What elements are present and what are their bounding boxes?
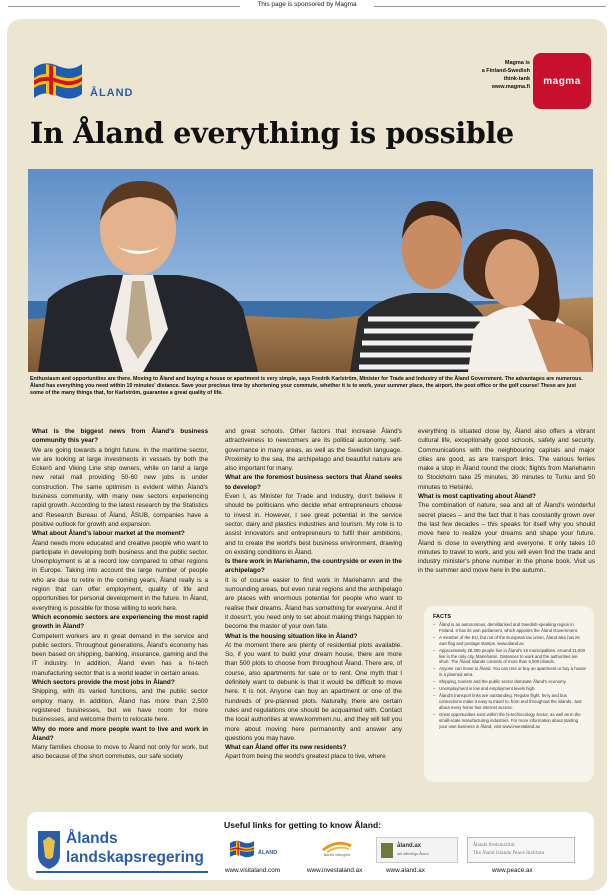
aland-flag-icon [229,839,255,859]
photo-caption: Enthusiasm and opportunities are there. Moving to Åland and buying a house or apartment is very simple, says Fredrik Karlström, Minister for Trade and Industry of the Åland Government. The advantages are numerous. Åland has everything you need within 10 minutes' distance. Save your precious time by shortening your commute, whether it is to work, your summer place, the airport, the post office or the golf course! These are just some of the many things that, for Karlström, guarantee a great quality of life. [30,376,583,397]
magma-blurb-line: a Finland-Swedish [481,68,530,74]
wordmark-line: Ålands [66,830,118,847]
peace-institute-logo[interactable] [467,837,575,863]
interview-answer: Even I, as Minister for Trade and Industry, don't believe it should be politicians who decide what entrepreneurs choose to invest in. However, I see great potential in the service sector, dairy and plastics industries and tourism. My role is to assist innovators and entrepreneurs to fulfil their ambitions, and to create the world's best business environment, drawing on existing conditions in Åland. [225,493,402,556]
facts-box [424,606,594,782]
aland-ax-logo[interactable] [376,837,458,863]
article-column-1 [32,427,208,762]
interview-answer: everything is situated close by, Åland also offers a vibrant cultural life, exceptionally good schools, safety and security. Communications with the neighbouring capitals and major cities are good, as are transport links. The various ferries make a stop in Åland round the clock; flights from Mariehamn to Stockholm take 25 minutes, 30 minutes to Turku and 50 minutes to Helsinki. [418,428,595,491]
interview-question: Why do more and more people want to live and work in Åland? [32,725,208,742]
naringsliv-text: ålands näringsliv [323,853,351,857]
peace-institute-name-sv: Ålands fredsinstitut [473,842,515,847]
magma-logo: magma [533,53,591,109]
interview-answer: Many families choose to move to Åland not only for work, but also because of the short commutes, our safe society [32,744,208,761]
fact-item: – Shipping, tourism and the public sector dominate Åland's economy. [433,679,586,685]
interview-answer: Shipping, with its varied functions, and the public sector employ many. In addition, Åland has more than 2,500 registered businesses, but we have room for more businesses, and welcome them to relocate here. [32,688,208,724]
link-aland-ax[interactable]: www.aland.ax [386,867,425,874]
interview-question: Which sectors provide the most jobs in Åland? [32,679,175,687]
facts-title: FACTS [433,614,452,620]
landskapsregering-logo[interactable] [36,829,208,873]
peace-institute-name-en: The Åland Islands Peace Institute [473,850,545,855]
divider [8,6,240,7]
interview-answer: It is of course easier to find work in Mariehamn and the surrounding areas, but even rural regions and the archipelago are places with enormous potential for people who want to realise their dreams. Åland has something for everyone. And if it doesn't, you need only to set about making things happen to become the master of your own fate. [225,576,402,631]
aland-ax-name: åland.ax [397,843,422,849]
fact-item: – Åland is an autonomous, demilitarised and Swedish-speaking region in Finland. It has its own parliament, which appoints the Åland Government. [433,622,586,634]
fact-item: – Great opportunities exist within the hi-tech/ecology sector, as well as in the small-scale manufacturing industries. For more information about starting your own business in Åland, visit www.investaland.ax [433,712,586,730]
aland-wordmark: ÅLAND [258,850,278,856]
interview-answer: The combination of nature, sea and all of Åland's wonderful secret places – and the fact that it has constantly grown over the last few decades – this speaks for itself why you should move here to realize your dreams and shape your future. Åland is close to everything and everyone. It only takes 10 minutes to travel to work, and you will even find the trade and industry minister's phone number in the phone book. Visit us in the summer and move here in the autumn. [418,502,595,575]
article-column-2 [225,427,402,762]
fact-item: – Unemployment is low and employment levels high. [433,686,586,692]
interview-question: Is there work in Mariehamn, the countryside or even in the archipelago? [225,558,402,575]
magma-blurb-line: think-tank [503,76,530,82]
divider [36,871,208,873]
wordmark-line: landskapsregering [66,849,204,866]
magma-url[interactable]: www.magma.fi [491,84,530,90]
interview-question: What is the biggest news from Åland's business community this year? [32,428,208,445]
interview-question: What can Åland offer its new residents? [225,744,347,752]
fact-item: – Åland's transport links are outstanding. Regular flight, ferry and bus connections make it easy to travel to, from and throughout the islands. Just about every home has internet access. [433,693,586,711]
landskapsregering-wordmark [66,829,204,867]
article-column-3 [418,427,595,576]
sponsor-strip [0,0,614,14]
link-investaland[interactable]: www.investaland.ax [307,867,363,874]
facts-list [433,622,586,729]
investaland-logo[interactable] [313,837,361,863]
interview-answer: and great schools. Other factors that increase Åland's attractiveness to newcomers are its political autonomy, self-governance in many areas, as well as the Swedish language. Proximity to the sea, the archipelago and beautiful nature are also important for many. [225,428,402,473]
aland-ax-tagline: det offentliga Åland [397,852,429,856]
interview-question: What is the housing situation like in Åland? [225,632,358,640]
interview-question: What are the foremost business sectors that Åland seeks to develop? [225,474,402,491]
useful-links-title: Useful links for getting to know Åland: [224,820,382,830]
interview-question: What is most captivating about Åland? [418,493,536,501]
naringsliv-swoosh-icon [313,837,361,853]
coat-of-arms-icon [36,829,62,871]
hero-photo [28,169,593,372]
interview-answer: At the moment there are plenty of residential plots available. So, if you want to build your dream house, there are more than 500 plots to choose from throughout Åland. There are, of course, also apartments for sale or to rent. One myth that I definitely want to debunk is that it would be difficult to move here. It is not. Anyone can buy an apartment or one of the hundreds of pre-planned plots. Naturally, there are certain rules and regulations one should be acquainted with. Contact the local authorities at www.kommem.nu, and they will tell you more about moving here permanently and answer any questions you may have. [225,641,402,742]
sponsor-note: This page is sponsored by Magma [257,1,357,8]
fact-item: – A member of the EU, but not of the European tax union, Åland also has its own flag and postage stamps. www.aland.ax [433,635,586,647]
link-visitaland[interactable]: www.visitaland.com [225,867,280,874]
aland-ax-emblem-icon [381,843,393,858]
visitaland-logo[interactable] [227,837,287,863]
divider [374,6,606,7]
fact-item: – Anyone can move to Åland. You can rent or buy an apartment or buy a house in a planned area. [433,666,586,678]
link-peace[interactable]: www.peace.ax [492,867,533,874]
aland-flag-logo [28,58,86,102]
interview-answer: We are going towards a bright future. In the maritime sector, we are looking at large investments in vessels by both the Eckerö and Viking Line ship owners, while on land a large new retail mall providing 50-60 new jobs is under construction. The same optimism is evident within Åland's business community, with many new sectors experiencing rapid growth. According to the latest research by the Statistics and Research Bureau of Åland, ÅSUB, companies have a positive outlook for growth and expansion. [32,446,208,528]
page-title: In Åland everything is possible [30,116,514,150]
magma-blurb-line: Magma is [504,60,530,66]
interview-answer: Apart from being the world's greatest place to live, where [225,753,386,761]
interview-answer: Competent workers are in great demand in the service and public sectors. Throughout generations, Åland's economy has been based on shipping, banking, insurance, gaming and the IT industry. In addition, Åland even has a hi-tech manufacturing sector that is a world leader in certain areas. [32,632,208,677]
interview-question: What about Åland's labour market at the moment? [32,530,185,538]
fact-item: – Approximately 28,300 people live in Åland's 16 municipalities. Around 11,000 live in the only city, Mariehamn. Distances to work and the authorities are short. The Åland Islands consists of more than 6,500 islands. [433,648,586,666]
interview-answer: Åland needs more educated and creative people who want to participate in developing both business and the public sector. Unemployment is at a record low compared to other regions in Europe. Taking into account the large number of people who are due to retire in the coming years, Åland really is a region that can offer employment, quality of life and opportunities for personal development in the future. In Åland, everything is possible for those willing to work here. [32,539,208,612]
aland-wordmark: ÅLAND [90,87,134,99]
interview-question: Which economic sectors are experiencing the most rapid growth in Åland? [32,613,208,631]
magma-blurb [478,59,530,91]
